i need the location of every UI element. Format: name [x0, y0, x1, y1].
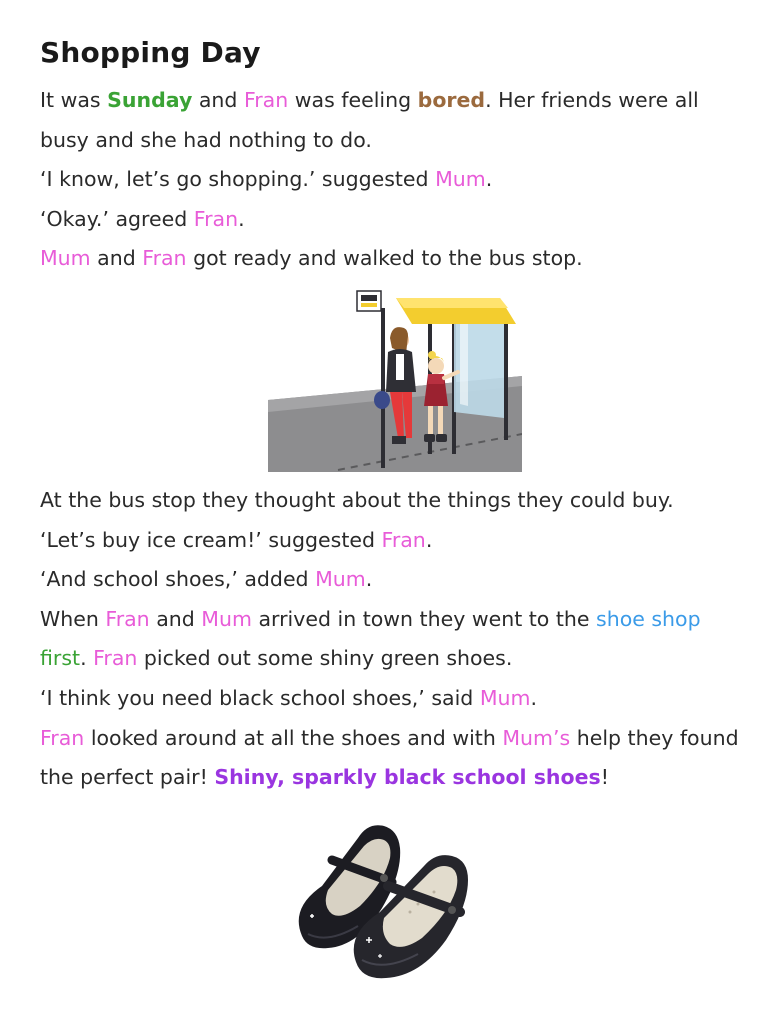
character-name: Fran — [243, 88, 289, 112]
story-title: Shopping Day — [40, 36, 261, 69]
character-name: Fran — [193, 206, 239, 231]
character-name: Mum — [201, 606, 252, 631]
character-name: Mum — [435, 167, 486, 192]
word-description: Shiny, sparkly black school shoes — [214, 765, 601, 790]
character-name: Fran — [93, 646, 138, 671]
story-paragraph-2: At the bus stop they thought about the things they could buy. ‘Let’s buy ice cream!’ suggested Fran. ‘And school shoes,’ added Mum. When Fran and Mum arrived in town they went to the shoe shop first. Fran picked out some shiny green shoes. ‘I think you need black school shoes,’ said Mum. Fran looked around at all the shoes and with Mum’s help they found the perfect pair! Shiny, sparkly black school shoes! — [40, 488, 739, 790]
character-name: Mum — [40, 246, 91, 271]
character-name: Fran — [40, 725, 85, 750]
character-name: Fran — [142, 246, 187, 271]
word-time: first — [40, 646, 81, 671]
character-name: Mum — [479, 685, 531, 710]
story-paragraph-1: It was Sunday and Fran was feeling bored. Her friends were all busy and she had nothing to do. ‘I know, let’s go shopping.’ suggested Mum. ‘Okay.’ agreed Fran. Mum and Fran got ready and walked to the bus stop. — [40, 88, 699, 271]
character-name: Mum — [315, 567, 366, 592]
character-name: Mum’s — [502, 725, 571, 750]
word-feeling: bored — [417, 88, 486, 112]
character-name: Fran — [105, 606, 150, 631]
word-day: Sunday — [107, 88, 193, 112]
bus-stop-illustration — [268, 288, 522, 472]
word-place: shoe shop — [596, 606, 701, 631]
character-name: Fran — [381, 527, 426, 552]
school-shoes-illustration — [282, 808, 494, 982]
